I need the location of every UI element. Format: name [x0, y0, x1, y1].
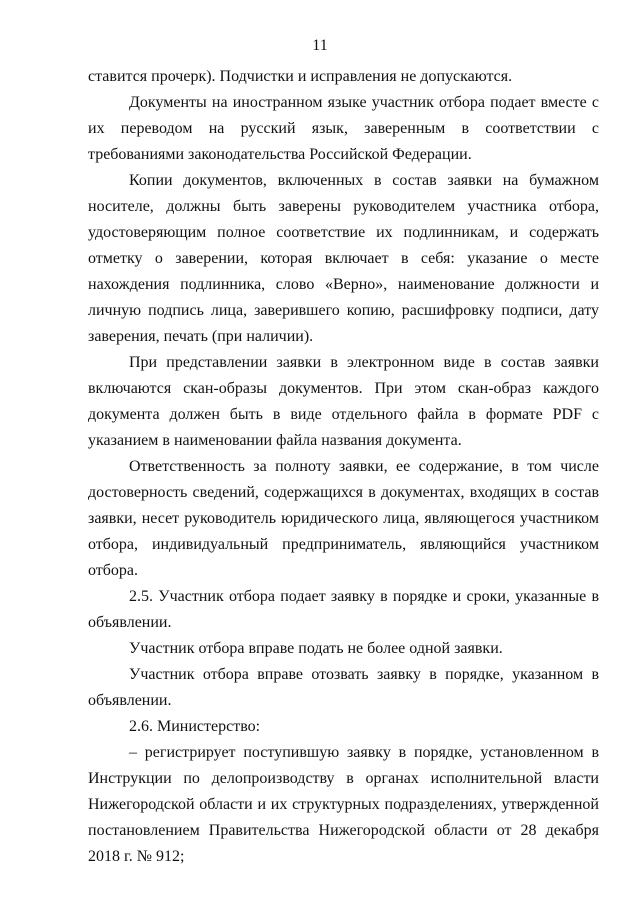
paragraph-document-copies: Копии документов, включенных в состав заявки на бумажном носителе, должны быть заверены руководителем участника отбора, удостоверяющим полное соответствие их подлинникам, и содержать отметку о заверении, которая включает в себя: указание о месте нахождения подлинника, слово «Верно», наименование должности и личную подпись лица, заверившего копию, расшифровку подписи, дату заверения, печать (при наличии).	[88, 172, 599, 345]
paragraph-clause-2-6: 2.6. Министерство:	[129, 718, 261, 735]
page-number: 11	[312, 37, 328, 54]
paragraph-one-application: Участник отбора вправе подать не более одной заявки.	[129, 640, 503, 657]
paragraph-clause-2-5: 2.5. Участник отбора подает заявку в порядке и сроки, указанные в объявлении.	[88, 588, 599, 631]
paragraph-continuation: ставится прочерк). Подчистки и исправления не допускаются.	[88, 68, 513, 85]
paragraph-foreign-documents: Документы на иностранном языке участник отбора подает вместе с их переводом на русский язык, заверенным в соответствии с требованиями законодательства Российской Федерации.	[88, 94, 599, 163]
document-body	[88, 64, 599, 870]
paragraph-electronic-submission: При представлении заявки в электронном виде в состав заявки включаются скан-образы документов. При этом скан-образ каждого документа должен быть в виде отдельного файла в формате PDF с указанием в наименовании файла названия документа.	[88, 354, 599, 449]
paragraph-withdraw-application: Участник отбора вправе отозвать заявку в порядке, указанном в объявлении.	[88, 666, 599, 709]
paragraph-responsibility: Ответственность за полноту заявки, ее содержание, в том числе достоверность сведений, содержащихся в документах, входящих в состав заявки, несет руководитель юридического лица, являющегося участником отбора, индивидуальный предприниматель, являющийся участником отбора.	[88, 458, 599, 579]
paragraph-registration: – регистрирует поступившую заявку в порядке, установленном в Инструкции по делопроизводству в органах исполнительной власти Нижегородской области и их структурных подразделениях, утвержденной постановлением Правительства Нижегородской области от 28 декабря 2018 г. № 912;	[88, 744, 599, 865]
